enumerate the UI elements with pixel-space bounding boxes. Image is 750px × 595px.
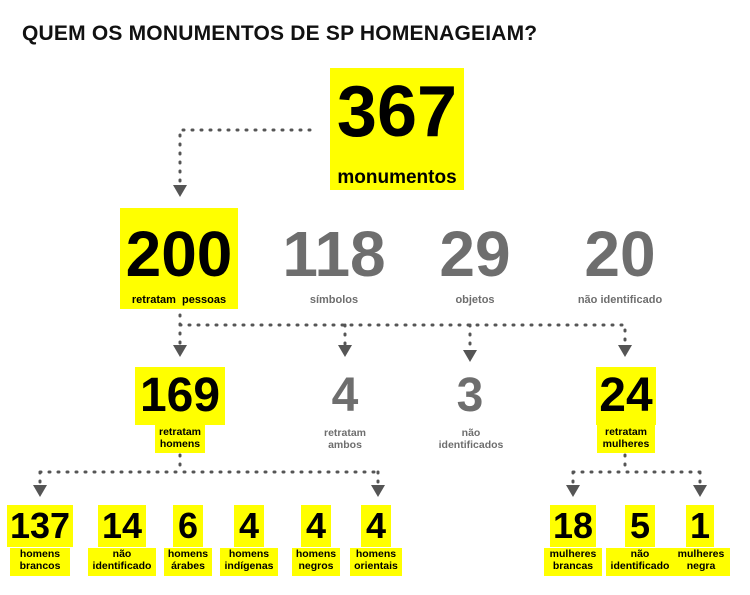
women-unidentified-label-line2: identificado bbox=[610, 560, 670, 573]
level1-people-value: 200 bbox=[120, 208, 238, 292]
men-indigenous-label-line2: indígenas bbox=[224, 560, 274, 573]
arrow-head-icon bbox=[566, 485, 580, 497]
arrow-head-icon bbox=[173, 345, 187, 357]
level2-both-label-line1: retratam bbox=[323, 427, 367, 439]
level1-unidentified-value: 20 bbox=[584, 218, 656, 290]
level1-people-label: retratam pessoas bbox=[120, 292, 238, 309]
women-black-label-line2: negra bbox=[686, 560, 716, 573]
men-arab-label-line1: homens bbox=[167, 548, 209, 560]
page-title: QUEM OS MONUMENTOS DE SP HOMENAGEIAM? bbox=[22, 22, 538, 45]
women-unidentified-label bbox=[606, 548, 674, 576]
level2-women-label-line2: mulheres bbox=[602, 438, 650, 451]
level2-women-label-line1: retratam bbox=[604, 426, 648, 438]
men-black-label-line2: negros bbox=[298, 560, 334, 573]
level1-symbols-value: 118 bbox=[282, 218, 386, 290]
men-white-value: 137 bbox=[7, 505, 73, 547]
women-unidentified-label-line1: não bbox=[630, 548, 650, 560]
level2-unidentified-label bbox=[425, 427, 517, 451]
arrow-head-icon bbox=[33, 485, 47, 497]
men-indigenous-label-line1: homens bbox=[228, 548, 270, 560]
men-oriental-value: 4 bbox=[361, 505, 391, 547]
level2-men-label bbox=[155, 425, 205, 453]
level2-women-value: 24 bbox=[596, 367, 656, 425]
level2-both-label-line2: ambos bbox=[328, 439, 362, 452]
arrow-head-icon bbox=[173, 185, 187, 197]
level1-objects-value: 29 bbox=[439, 218, 511, 290]
men-indigenous-label bbox=[220, 548, 278, 576]
level2-men-label-line1: retratam bbox=[158, 426, 202, 438]
women-white-label-line2: brancas bbox=[552, 560, 594, 573]
men-oriental-label-line2: orientais bbox=[354, 560, 398, 573]
women-white-label-line1: mulheres bbox=[549, 548, 597, 560]
level2-both-value: 4 bbox=[331, 369, 359, 422]
root-label: monumentos bbox=[330, 166, 464, 190]
women-black-label bbox=[672, 548, 730, 576]
arrow-head-icon bbox=[618, 345, 632, 357]
connector-people-to-level2 bbox=[180, 315, 625, 350]
level2-unidentified-label-line1: não bbox=[461, 427, 481, 439]
men-white-label-line1: homens bbox=[19, 548, 61, 560]
women-white-value: 18 bbox=[550, 505, 596, 547]
level2-unidentified-value: 3 bbox=[456, 369, 484, 422]
men-black-value: 4 bbox=[301, 505, 331, 547]
level2-men-value: 169 bbox=[135, 367, 225, 425]
men-oriental-label-line1: homens bbox=[355, 548, 397, 560]
arrow-head-icon bbox=[338, 345, 352, 357]
level2-both-label bbox=[305, 427, 385, 451]
men-unidentified-label-line2: identificado bbox=[92, 560, 152, 573]
men-unidentified-value: 14 bbox=[98, 505, 146, 547]
men-arab-label-line2: árabes bbox=[171, 560, 205, 573]
women-white-label bbox=[544, 548, 602, 576]
arrow-head-icon bbox=[463, 350, 477, 362]
men-unidentified-label-line1: não bbox=[112, 548, 132, 560]
men-white-label bbox=[10, 548, 70, 576]
connector-men-to-breakdown bbox=[40, 455, 378, 485]
men-arab-label bbox=[164, 548, 212, 576]
men-white-label-line2: brancos bbox=[19, 560, 61, 573]
women-black-label-line1: mulheres bbox=[677, 548, 725, 560]
level2-men-label-line2: homens bbox=[159, 438, 201, 451]
connector-women-to-breakdown bbox=[573, 455, 700, 485]
men-black-label bbox=[292, 548, 340, 576]
arrow-head-icon bbox=[371, 485, 385, 497]
men-indigenous-value: 4 bbox=[234, 505, 264, 547]
level2-unidentified-label-line2: identificados bbox=[438, 439, 504, 452]
connector-root-to-people bbox=[180, 130, 310, 185]
root-value: 367 bbox=[330, 68, 464, 168]
men-oriental-label bbox=[350, 548, 402, 576]
level1-objects-label: objetos bbox=[455, 294, 495, 306]
men-arab-value: 6 bbox=[173, 505, 203, 547]
level1-symbols-label: símbolos bbox=[309, 294, 359, 306]
arrow-head-icon bbox=[693, 485, 707, 497]
men-black-label-line1: homens bbox=[295, 548, 337, 560]
level1-unidentified-label: não identificado bbox=[577, 294, 663, 306]
women-unidentified-value: 5 bbox=[625, 505, 655, 547]
men-unidentified-label bbox=[88, 548, 156, 576]
women-black-value: 1 bbox=[686, 505, 714, 547]
level2-women-label bbox=[597, 425, 655, 453]
